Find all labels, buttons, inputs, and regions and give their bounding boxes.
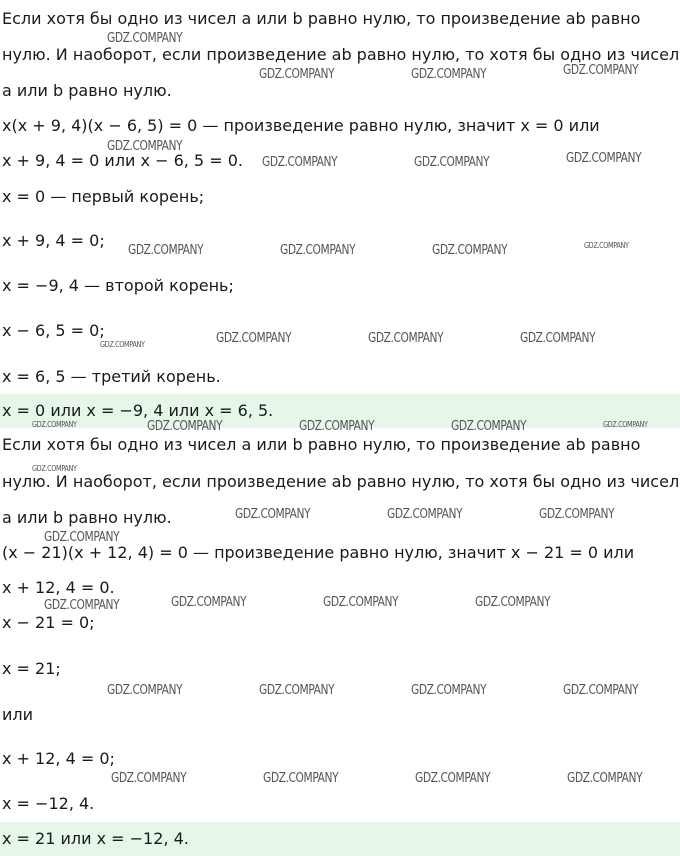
watermark: GDZ.COMPANY (111, 771, 187, 786)
solution1-eq-3: x − 6, 5 = 0; (2, 321, 105, 340)
solution1-factors: x + 9, 4 = 0 или x − 6, 5 = 0. (2, 151, 243, 170)
watermark: GDZ.COMPANY (566, 151, 642, 166)
watermark: GDZ.COMPANY (32, 464, 77, 473)
solution1-line-2: нулю. И наоборот, если произведение ab равно нулю, то хотя бы одно из чисел (2, 45, 680, 64)
solution2-line-2: нулю. И наоборот, если произведение ab равно нулю, то хотя бы одно из чисел (2, 472, 680, 491)
watermark: GDZ.COMPANY (387, 507, 463, 522)
watermark: GDZ.COMPANY (100, 340, 145, 349)
watermark: GDZ.COMPANY (414, 155, 490, 170)
watermark: GDZ.COMPANY (299, 419, 375, 434)
watermark: GDZ.COMPANY (475, 595, 551, 610)
watermark: GDZ.COMPANY (262, 155, 338, 170)
watermark: GDZ.COMPANY (539, 507, 615, 522)
watermark: GDZ.COMPANY (128, 243, 204, 258)
watermark: GDZ.COMPANY (107, 683, 183, 698)
watermark: GDZ.COMPANY (368, 331, 444, 346)
watermark: GDZ.COMPANY (107, 31, 183, 46)
watermark: GDZ.COMPANY (44, 530, 120, 545)
solution1-answer: x = 0 или x = −9, 4 или x = 6, 5. (2, 401, 274, 420)
watermark: GDZ.COMPANY (280, 243, 356, 258)
solution2-root-1: x = 21; (2, 659, 61, 678)
solution1-line-1: Если хотя бы одно из чисел a или b равно нулю, то произведение ab равно (2, 9, 641, 28)
watermark: GDZ.COMPANY (584, 241, 629, 250)
solution2-eq-1: x − 21 = 0; (2, 613, 95, 632)
watermark: GDZ.COMPANY (259, 67, 335, 82)
solution1-equation: x(x + 9, 4)(x − 6, 5) = 0 — произведение равно нулю, значит x = 0 или (2, 116, 600, 135)
solution1-root-2: x = −9, 4 — второй корень; (2, 276, 234, 295)
watermark: GDZ.COMPANY (263, 771, 339, 786)
solution2-or: или (2, 705, 34, 724)
solution2-factor-2: x + 12, 4 = 0. (2, 578, 115, 597)
watermark: GDZ.COMPANY (411, 683, 487, 698)
solution2-root-2: x = −12, 4. (2, 794, 95, 813)
watermark: GDZ.COMPANY (603, 420, 648, 429)
solution2-line-1: Если хотя бы одно из чисел a или b равно нулю, то произведение ab равно (2, 435, 641, 454)
watermark: GDZ.COMPANY (44, 598, 120, 613)
solution2-equation: (x − 21)(x + 12, 4) = 0 — произведение равно нулю, значит x − 21 = 0 или (2, 543, 635, 562)
watermark: GDZ.COMPANY (567, 771, 643, 786)
watermark: GDZ.COMPANY (32, 420, 77, 429)
watermark: GDZ.COMPANY (432, 243, 508, 258)
watermark: GDZ.COMPANY (520, 331, 596, 346)
watermark: GDZ.COMPANY (563, 683, 639, 698)
watermark: GDZ.COMPANY (171, 595, 247, 610)
watermark: GDZ.COMPANY (235, 507, 311, 522)
watermark: GDZ.COMPANY (563, 63, 639, 78)
watermark: GDZ.COMPANY (415, 771, 491, 786)
solution2-answer: x = 21 или x = −12, 4. (2, 829, 189, 848)
watermark: GDZ.COMPANY (147, 419, 223, 434)
solution1-root-3: x = 6, 5 — третий корень. (2, 367, 221, 386)
solution1-eq-2: x + 9, 4 = 0; (2, 231, 105, 250)
solution1-root-1: x = 0 — первый корень; (2, 187, 205, 206)
solution2-line-3: a или b равно нулю. (2, 508, 172, 527)
solution1-line-3: a или b равно нулю. (2, 81, 172, 100)
watermark: GDZ.COMPANY (411, 67, 487, 82)
watermark: GDZ.COMPANY (107, 139, 183, 154)
watermark: GDZ.COMPANY (323, 595, 399, 610)
watermark: GDZ.COMPANY (451, 419, 527, 434)
watermark: GDZ.COMPANY (216, 331, 292, 346)
watermark: GDZ.COMPANY (259, 683, 335, 698)
solution2-eq-2: x + 12, 4 = 0; (2, 749, 115, 768)
